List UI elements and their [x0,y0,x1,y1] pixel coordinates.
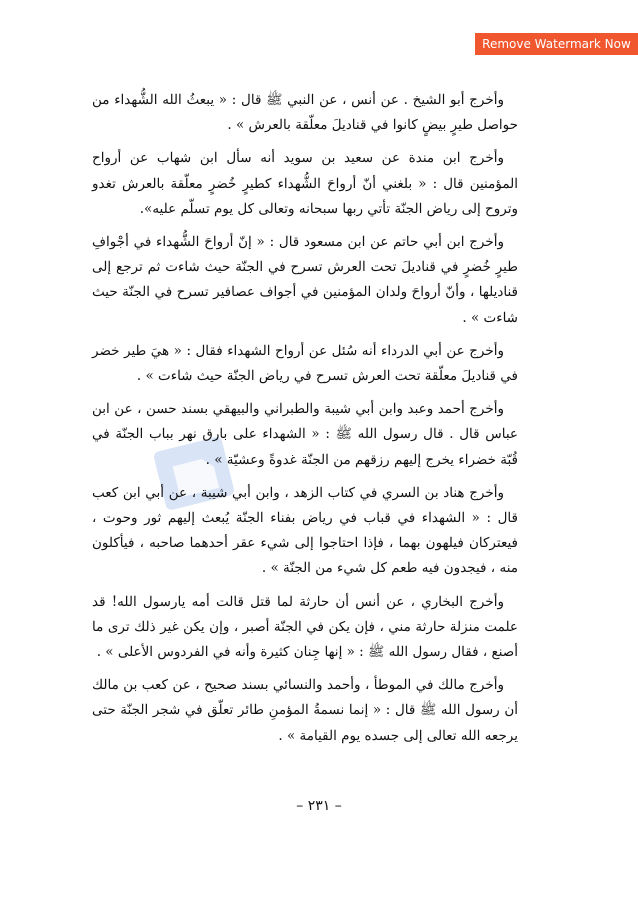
paragraph-8: وأخرج مالك في الموطأ ، وأحمد والنسائي بسند صحيح ، عن كعب بن مالك أن رسول الله ﷺ قال : « إنما نسمةُ المؤمنِ طائر تعلّق في شجر الجنّة حتى يرجعه الله تعالى إلى جسده يوم القيامة » . [92,677,518,744]
paragraph-5: وأخرج أحمد وعبد وابن أبي شيبة والطبراني والبيهقي بسند حسن ، عن ابن عباس قال . قال رسول الله ﷺ : « الشهداء على بارق نهر بباب الجنّة في قُبّة خضراء يخرج إليهم رزقهم من الجنّة غدوةً وعشيّة » . [92,401,518,468]
paragraph-4: وأخرج عن أبي الدرداء أنه سُئل عن أرواح الشهداء فقال : « هيَ طير خضر في قناديلَ معلّقة تحت العرش تسرح في رياض الجنّة حيث شاءت » . [92,342,518,385]
paragraph-1: وأخرج أبو الشيخ . عن أنس ، عن النبي ﷺ قال : « يبعثُ الله الشُّهداء من حواصل طيرٍ بيضٍ كانوا في قناديلَ معلّقة بالعرش » . [92,92,518,134]
page-number: – ٢٣١ – [296,798,342,814]
remove-watermark-button[interactable]: Remove Watermark Now [475,33,638,55]
paragraph-6: وأخرج هناد بن السري في كتاب الزهد ، وابن أبي شيبة ، عن أبي ابن كعب قال : « الشهداء في قباب في رياض بفناء الجنّة يُبعث إليهم ثور وحوت ، فيعتركان فيلهون بهما ، فإذا احتاجوا إلى شيء عقر أحدهما صاحبه ، فيأكلون منه ، فيجدون فيه طعم كل شيء من الجنّة » . [92,484,518,577]
paragraph-7: وأخرج البخاري ، عن أنس أن حارثة لما قتل قالت أمه يارسول الله! قد علمت منزلة حارثة مني ، فإن يكن في الجنّة أصبر ، وإن يكن غير ذلك ترى ما أصنع ، فقال رسول الله ﷺ : « إنها جِنان كثيرة وأنه في الفردوس الأعلى » . [92,593,518,661]
document-page [92,88,518,757]
paragraph-3: وأخرج ابن أبي حاتم عن ابن مسعود قال : « إنّ أرواحَ الشُّهداء في أجْوافِ طيرٍ خُضرٍ في قناديلَ تحت العرش تسرح في الجنّة حيث شاءت ثم ترجع إلى قناديلها ، وأنّ أرواحَ ولدان المؤمنين في أجواف عصافير تسرح في الجنّة حيث شاءت » . [92,234,518,326]
paragraph-2: وأخرج ابن مندة عن سعيد بن سويد أنه سأل ابن شهاب عن أرواح المؤمنين قال : « بلغني أنّ أرواحَ الشُّهداء كطيرٍ خُضرٍ معلّقة بالعرش تغدو وتروح إلى رياض الجنّة تأتي ربها سبحانه وتعالى كل يوم تسلّم عليه». [92,150,518,217]
